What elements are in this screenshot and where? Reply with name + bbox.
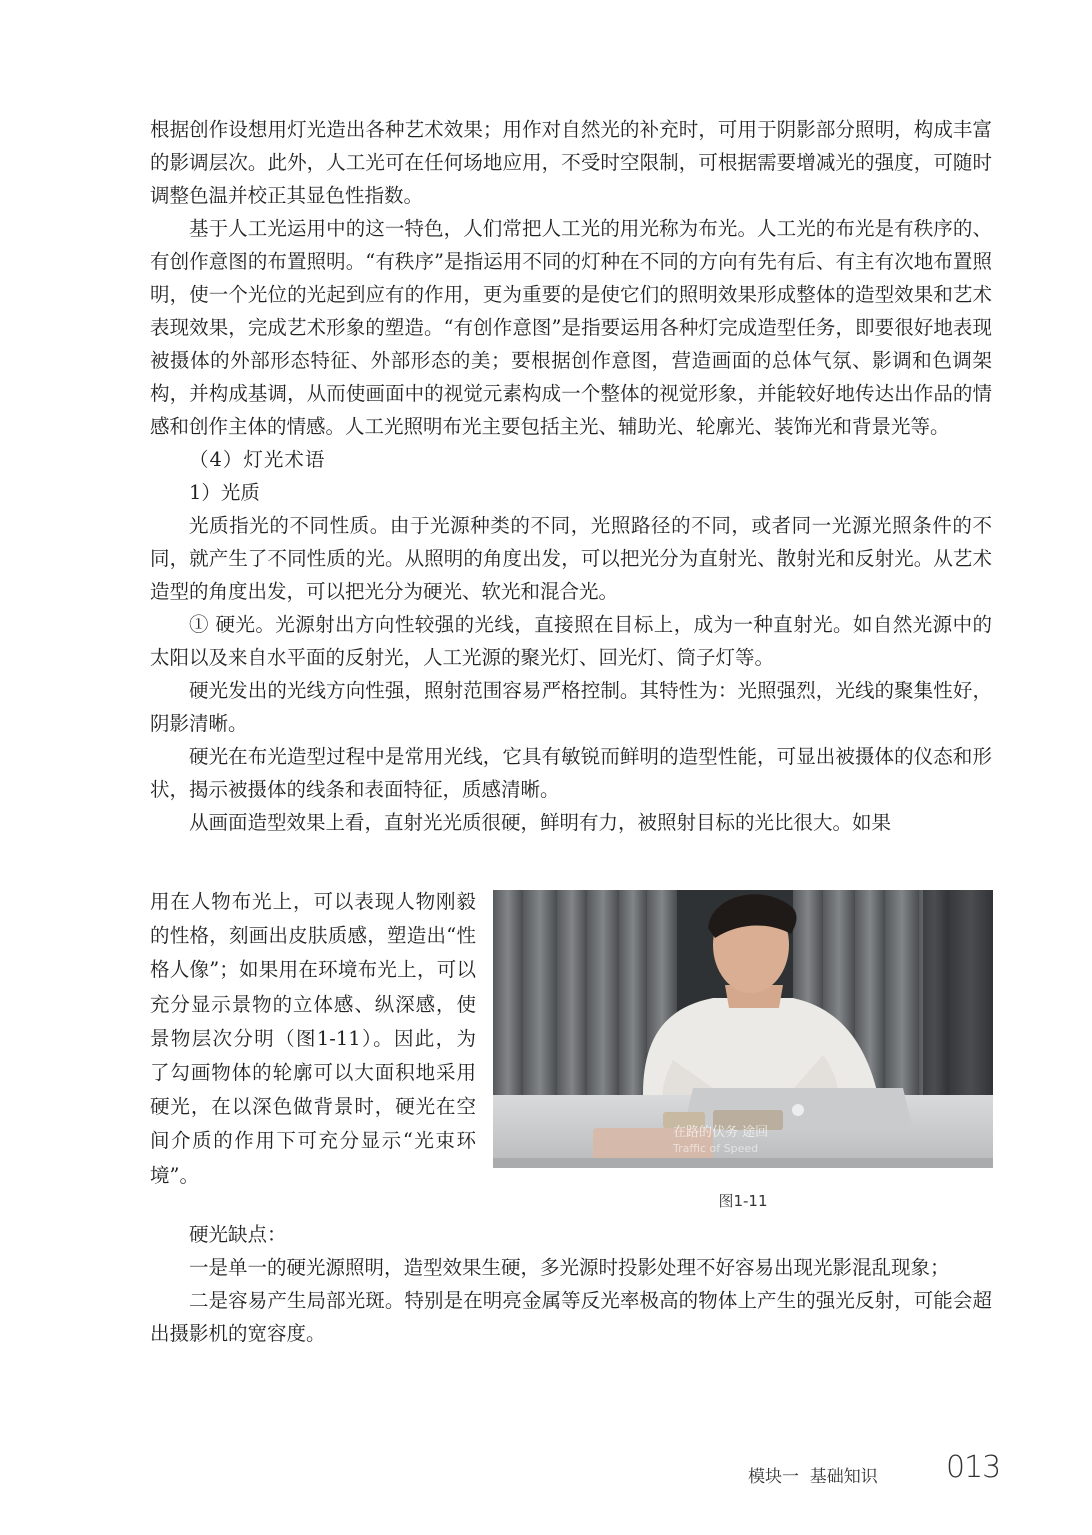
paragraph: 基于人工光运用中的这一特色，人们常把人工光的用光称为布光。人工光的布光是有秩序的、有创作意图的布置照明。“有秩序”是指运用不同的灯种在不同的方向有先有后、有主有次地布置照明，使一个光位的光起到应有的作用，更为重要的是使它们的照明效果形成整体的造型效果和艺术表现效果，完成艺术形象的塑造。“有创作意图”是指要运用各种灯完成造型任务，即要很好地表现被摄体的外部形态特征、外部形态的美；要根据创作意图，营造画面的总体气氛、影调和色调架构，并构成基调，从而使画面中的视觉元素构成一个整体的视觉形象，并能较好地传达出作品的情感和创作主体的情感。人工光照明布光主要包括主光、辅助光、轮廓光、装饰光和背景光等。 — [150, 217, 992, 438]
wrapped-paragraph: 用在人物布光上，可以表现人物刚毅的性格，刻画出皮肤质感，塑造出“性格人像”；如果用在环境布光上，可以充分显示景物的立体感、纵深感，使景物层次分明（图1-11）。因此，为了勾画物体的轮廓可以大面积地采用硬光，在以深色做背景时，硬光在空间介质的作用下可充分显示“光束环境”。 — [150, 890, 476, 1187]
paragraph: 从画面造型效果上看，直射光光质很硬，鲜明有力，被照射目标的光比很大。如果 — [189, 811, 892, 834]
paragraph: 根据创作设想用灯光造出各种艺术效果；用作对自然光的补充时，可用于阴影部分照明，构成丰富的影调层次。此外，人工光可在任何场地应用，不受时空限制，可根据需要增减光的强度，可随时调整色温并校正其显色性指数。 — [150, 118, 992, 207]
paragraph: 二是容易产生局部光斑。特别是在明亮金属等反光率极高的物体上产生的强光反射，可能会超出摄影机的宽容度。 — [150, 1289, 992, 1345]
video-subtitle-english: Traffic of Speed — [673, 1142, 759, 1155]
video-subtitle: 在路的伏务 途回 — [673, 1125, 769, 1140]
footer-section-label: 模块一 基础知识 — [748, 1467, 878, 1487]
subsection-heading: 硬光缺点： — [189, 1223, 287, 1246]
paragraph: ① 硬光。光源射出方向性较强的光线，直接照在目标上，成为一种直射光。如自然光源中的太阳以及来自水平面的反射光，人工光源的聚光灯、回光灯、筒子灯等。 — [150, 613, 992, 669]
photo-man-at-laptop — [493, 890, 993, 1168]
paragraph: 光质指光的不同性质。由于光源种类的不同，光照路径的不同，或者同一光源光照条件的不同，就产生了不同性质的光。从照明的角度出发，可以把光分为直射光、散射光和反射光。从艺术造型的角度出发，可以把光分为硬光、软光和混合光。 — [150, 514, 992, 603]
paragraph: 硬光发出的光线方向性强，照射范围容易严格控制。其特性为：光照强烈，光线的聚集性好，阴影清晰。 — [150, 679, 992, 735]
subsection-heading: 1）光质 — [189, 481, 260, 504]
main-text — [150, 113, 992, 839]
paragraph: 硬光在布光造型过程中是常用光线，它具有敏锐而鲜明的造型性能，可显出被摄体的仪态和形状，揭示被摄体的线条和表面特征，质感清晰。 — [150, 745, 992, 801]
section-heading: （4）灯光术语 — [189, 448, 326, 471]
figure-caption: 图1-11 — [718, 1192, 768, 1210]
paragraph: 一是单一的硬光源照明，造型效果生硬，多光源时投影处理不好容易出现光影混乱现象； — [189, 1256, 950, 1279]
figure-image — [493, 890, 993, 1168]
page-number: 013 — [946, 1450, 1001, 1485]
lower-text — [150, 1218, 992, 1350]
